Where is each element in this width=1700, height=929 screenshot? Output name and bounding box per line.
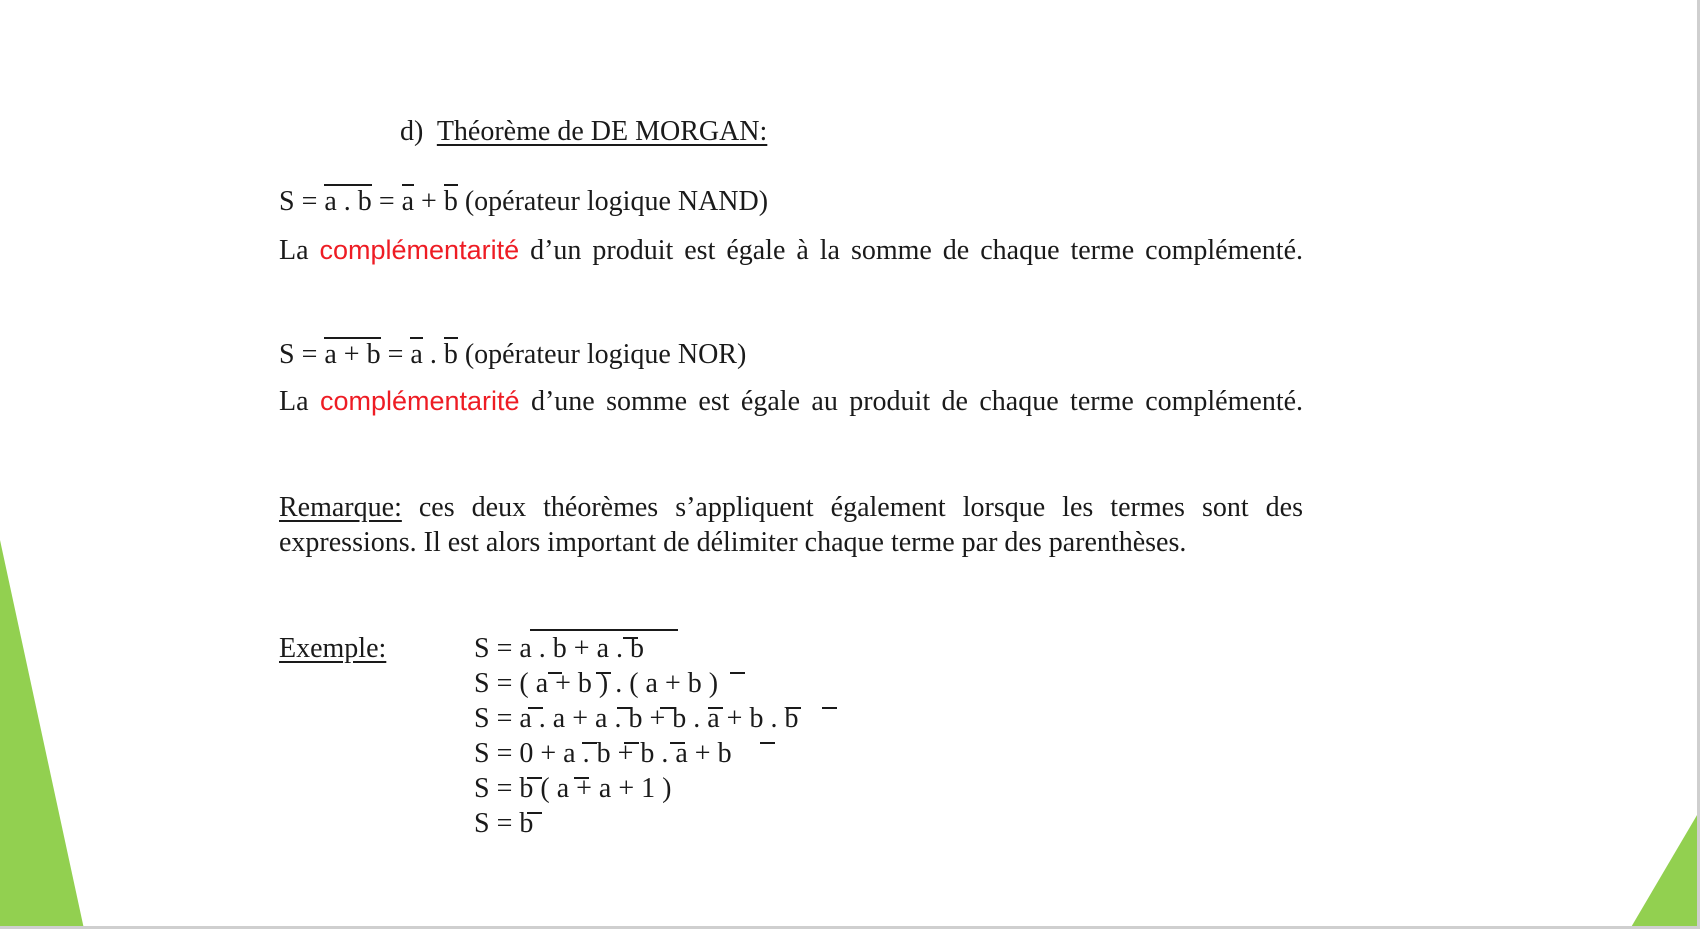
highlight-word: complémentarité	[319, 235, 520, 265]
formula-s-equals: S =	[279, 186, 318, 217]
negated-a: a	[401, 186, 415, 217]
example-line-text: S = b	[474, 808, 534, 839]
formula-s-equals: S =	[279, 339, 318, 370]
heading-title: Théorème de DE MORGAN:	[436, 116, 768, 147]
negated-product: a . b	[324, 186, 372, 217]
negated-b: b	[443, 339, 458, 370]
negated-a: a	[410, 339, 423, 370]
remark-text: ces deux théorèmes s’appliquent également lorsque les termes sont des expressions. Il est alors important de délimiter chaque terme par des parenthèses.	[279, 492, 1303, 558]
example-line-text: S = ( a + b ) . ( a + b )	[474, 668, 719, 699]
negated-sum: a + b	[324, 339, 381, 370]
example-line-text: S = b ( a + a + 1 )	[474, 773, 672, 804]
equals-sign: =	[387, 339, 404, 370]
nor-label: (opérateur logique NOR)	[464, 339, 747, 370]
example-line-text: S = a . a + a . b + b . a + b . b	[474, 703, 799, 734]
desc-end: d’un produit est égale à la somme de chaque terme complémenté.	[530, 235, 1304, 266]
example-line-text: S = 0 + a . b + b . a + b	[474, 738, 732, 769]
dot-operator: .	[429, 339, 437, 370]
desc-end: d’une somme est égale au produit de chaque terme complémenté.	[530, 386, 1304, 417]
heading-prefix: d)	[400, 116, 424, 147]
example-line-text: S = a . b + a . b	[474, 633, 645, 664]
negated-b: b	[443, 186, 458, 217]
example-label: Exemple:	[279, 633, 387, 664]
highlight-word: complémentarité	[319, 386, 520, 416]
plus-sign: +	[421, 186, 437, 217]
desc-start: La	[279, 386, 309, 417]
equals-sign: =	[378, 186, 395, 217]
nand-label: (opérateur logique NAND)	[464, 186, 769, 217]
desc-start: La	[279, 235, 309, 266]
remark-label: Remarque:	[279, 492, 402, 523]
